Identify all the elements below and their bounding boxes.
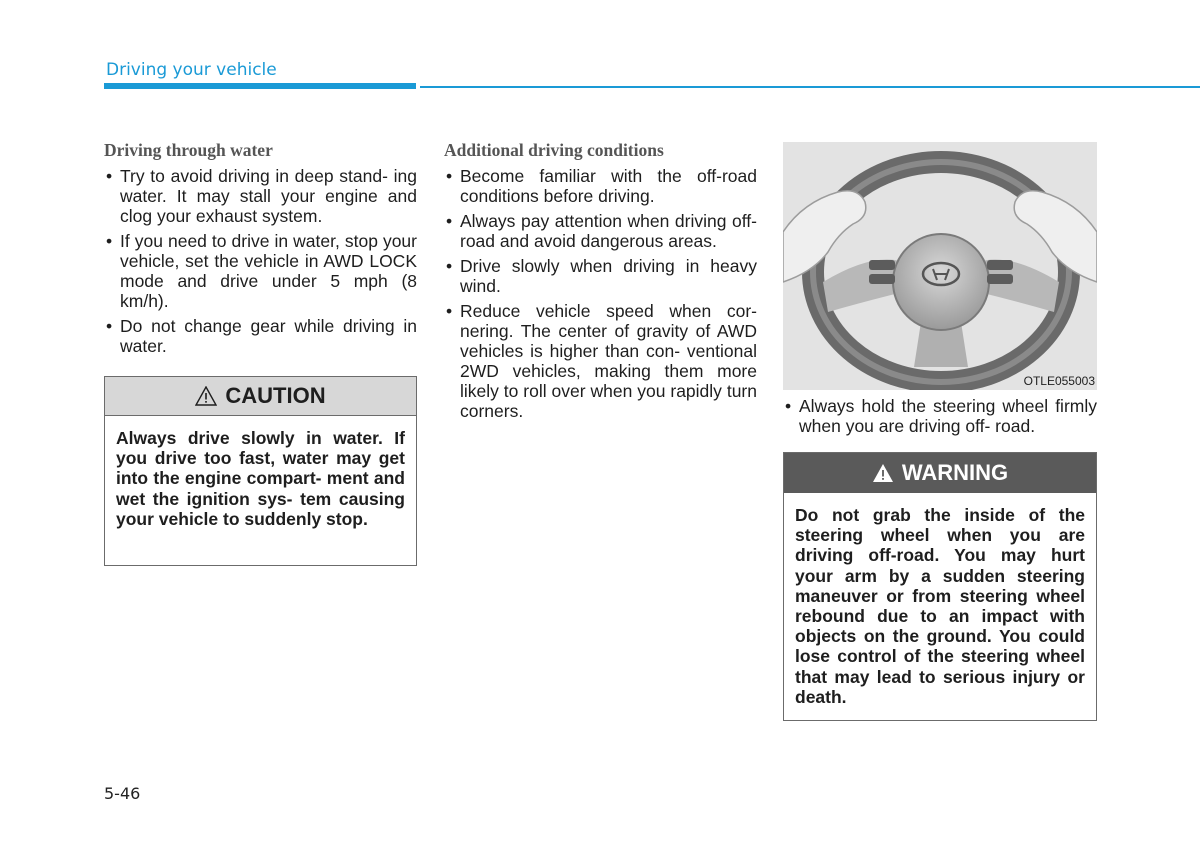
steering-wheel-figure: [783, 142, 1097, 390]
column-right: [783, 142, 1097, 721]
warning-text: Do not grab the inside of the steering wheel when you are driving off-road. You may hurt your arm by a sudden steering maneuver or from steering wheel rebound due to an impact with objects on the ground. You could lose control of the steering wheel that may lead to serious injury or death.: [795, 505, 1085, 707]
warning-label: WARNING: [901, 460, 1009, 485]
list-item: • Try to avoid driving in deep stand- ing water. It may stall your engine and clog your exhaust system.: [104, 166, 417, 226]
warning-triangle-icon: [195, 386, 217, 406]
caution-label: CAUTION: [225, 383, 326, 408]
steering-bullet-list: [783, 396, 1097, 436]
caution-text: Always drive slowly in water. If you drive too fast, water may get into the engine compart- ment and wet the ignition sys- tem causing your vehicle to suddenly stop.: [116, 428, 405, 529]
steering-wheel-illustration: [783, 142, 1097, 390]
list-item: • Always pay attention when driving off-road and avoid dangerous areas.: [444, 211, 757, 251]
column-middle: [444, 138, 757, 426]
heading-additional-driving-conditions: Additional driving conditions: [444, 140, 664, 160]
list-item: • Do not change gear while driving in water.: [104, 316, 417, 356]
warning-header: [784, 453, 1096, 493]
header-bar-thick: [104, 83, 416, 89]
caution-header: [105, 377, 416, 416]
caution-box: [104, 376, 417, 566]
warning-box: [783, 452, 1097, 721]
page-number: 5-46: [104, 784, 141, 803]
conditions-bullet-list: [444, 166, 757, 421]
list-item: • Drive slowly when driving in heavy wind.: [444, 256, 757, 296]
section-title: Driving your vehicle: [106, 60, 277, 80]
list-item: • Reduce vehicle speed when cor- nering. The center of gravity of AWD vehicles is higher than con- ventional 2WD vehicles, making them more likely to roll over when you rapidly turn corners.: [444, 301, 757, 421]
list-item: • Always hold the steering wheel firmly when you are driving off- road.: [783, 396, 1097, 436]
heading-driving-through-water: Driving through water: [104, 140, 273, 160]
figure-code: OTLE055003: [1023, 374, 1095, 388]
column-left: [104, 138, 417, 566]
list-item: • If you need to drive in water, stop your vehicle, set the vehicle in AWD LOCK mode and drive under 5 mph (8 km/h).: [104, 231, 417, 311]
list-item: • Become familiar with the off-road conditions before driving.: [444, 166, 757, 206]
header-bar-thin: [420, 86, 1200, 88]
water-bullet-list: [104, 166, 417, 356]
warning-triangle-icon: [872, 463, 894, 483]
